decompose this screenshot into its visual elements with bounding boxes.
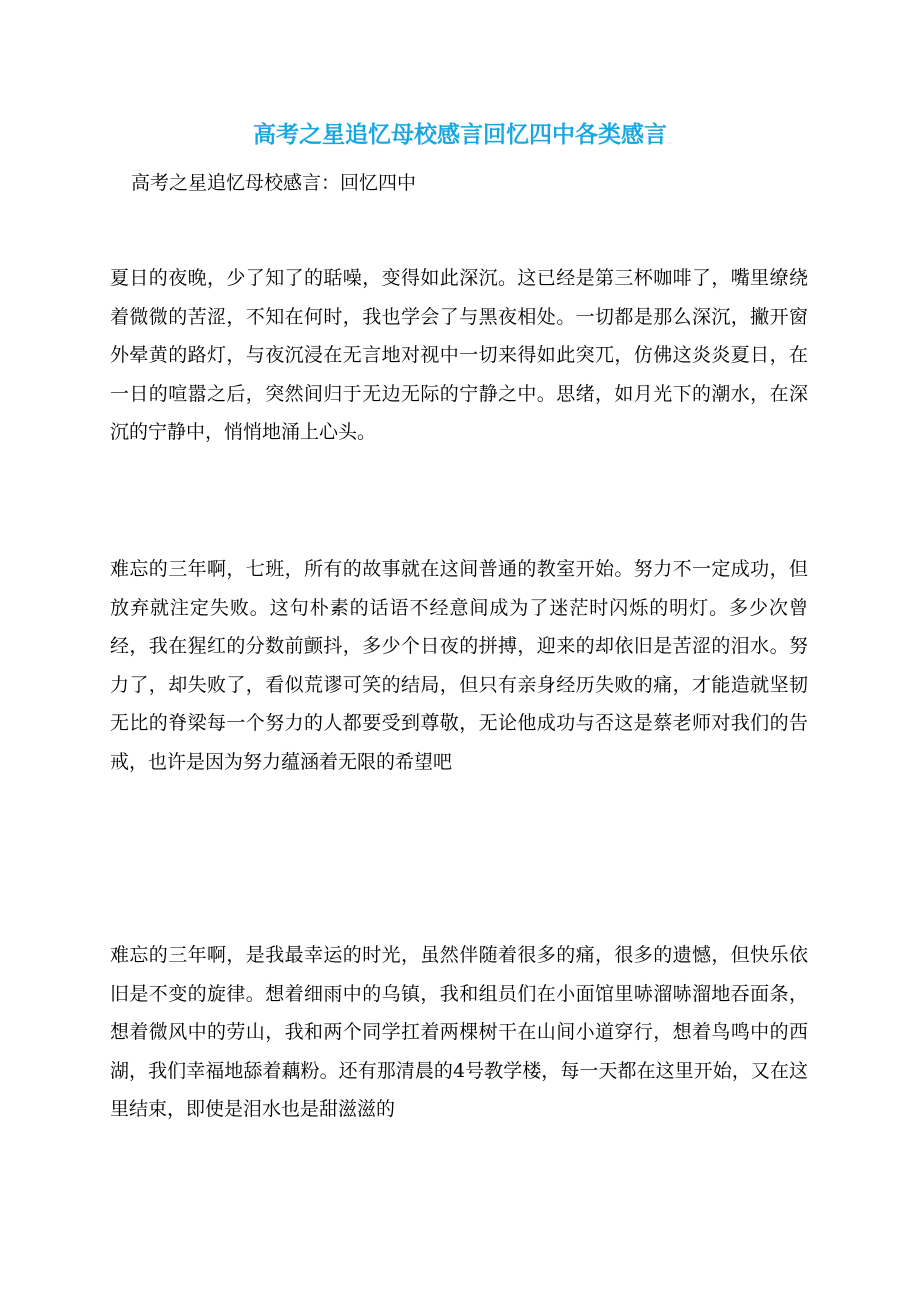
paragraph-happy-memories: 难忘的三年啊，是我最幸运的时光，虽然伴随着很多的痛，很多的遗憾，但快乐依旧是不变的旋律。想着细雨中的乌镇，我和组员们在小面馆里哧溜哧溜地吞面条，想着微风中的劳山，我和两个同学扛着两棵树干在山间小道穿行，想着鸟鸣中的西湖，我们幸福地舔着藕粉。还有那清晨的4号教学楼，每一天都在这里开始，又在这里结束，即使是泪水也是甜滋滋的 <box>110 944 808 1121</box>
paragraph-summer-night: 夏日的夜晚，少了知了的聒噪，变得如此深沉。这已经是第三杯咖啡了，嘴里缭绕着微微的苦涩，不知在何时，我也学会了与黑夜相处。一切都是那么深沉，撇开窗外晕黄的路灯，与夜沉浸在无言地对视中一切来得如此突兀，仿佛这炎炎夏日，在一日的喧嚣之后，突然间归于无边无际的宁静之中。思绪，如月光下的潮水，在深沉的宁静中，悄悄地涌上心头。 <box>110 267 808 444</box>
paragraph-class-seven: 难忘的三年啊，七班，所有的故事就在这间普通的教室开始。努力不一定成功，但放弃就注定失败。这句朴素的话语不经意间成为了迷茫时闪烁的明灯。多少次曾经，我在猩红的分数前颤抖，多少个日夜的拼搏，迎来的却依旧是苦涩的泪水。努力了，却失败了，看似荒谬可笑的结局，但只有亲身经历失败的痛，才能造就坚韧无比的脊梁每一个努力的人都要受到尊敬，无论他成功与否这是蔡老师对我们的告戒，也许是因为努力蕴涵着无限的希望吧 <box>110 558 808 773</box>
document-title: 高考之星追忆母校感言回忆四中各类感言 <box>253 121 667 148</box>
document-subtitle: 高考之星追忆母校感言：回忆四中 <box>131 172 417 194</box>
